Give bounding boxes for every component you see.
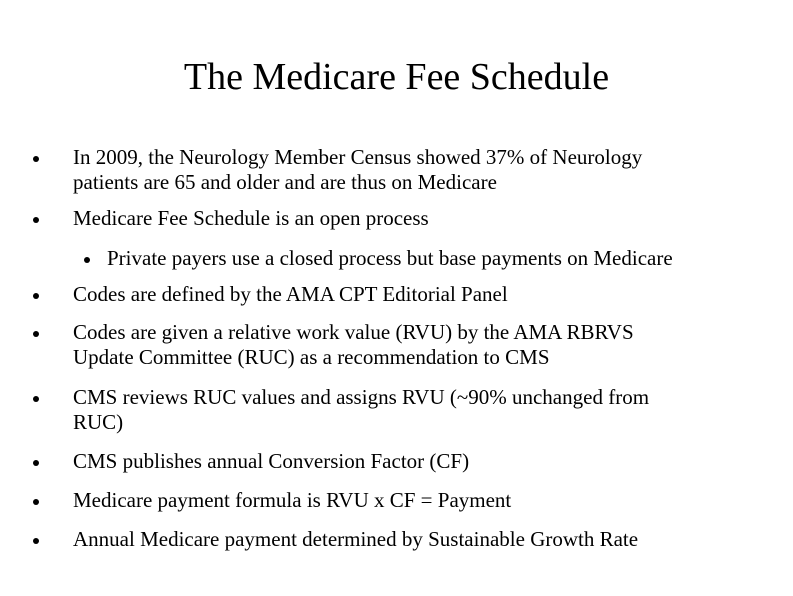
- bullet-dot-icon: [33, 156, 39, 162]
- bullet-text: Codes are given a relative work value (RVU) by the AMA RBRVS Update Committee (RUC) as a recommendation to CMS: [73, 320, 634, 369]
- bullet-text: CMS publishes annual Conversion Factor (CF): [73, 449, 470, 473]
- bullet-text: Codes are defined by the AMA CPT Editorial Panel: [73, 282, 508, 306]
- bullet-dot-icon: [33, 460, 39, 466]
- slide-title: The Medicare Fee Schedule: [183, 56, 610, 98]
- bullet-dot-icon: [33, 538, 39, 544]
- bullet-dot-icon: [33, 396, 39, 402]
- bullet-dot-icon: [33, 331, 39, 337]
- bullet-dot-icon: [33, 293, 39, 299]
- bullet-text: CMS reviews RUC values and assigns RVU (~90% unchanged from RUC): [73, 385, 650, 434]
- bullet-dot-icon: [33, 499, 39, 505]
- bullet-text: Medicare Fee Schedule is an open process: [73, 206, 429, 230]
- bullet-text: In 2009, the Neurology Member Census showed 37% of Neurology patients are 65 and older and are thus on Medicare: [73, 145, 643, 194]
- bullet-text: Private payers use a closed process but base payments on Medicare: [107, 246, 673, 270]
- bullet-text: Medicare payment formula is RVU x CF = Payment: [73, 488, 512, 512]
- bullet-dot-icon: [84, 257, 90, 263]
- bullet-text: Annual Medicare payment determined by Sustainable Growth Rate: [73, 527, 639, 551]
- bullet-dot-icon: [33, 217, 39, 223]
